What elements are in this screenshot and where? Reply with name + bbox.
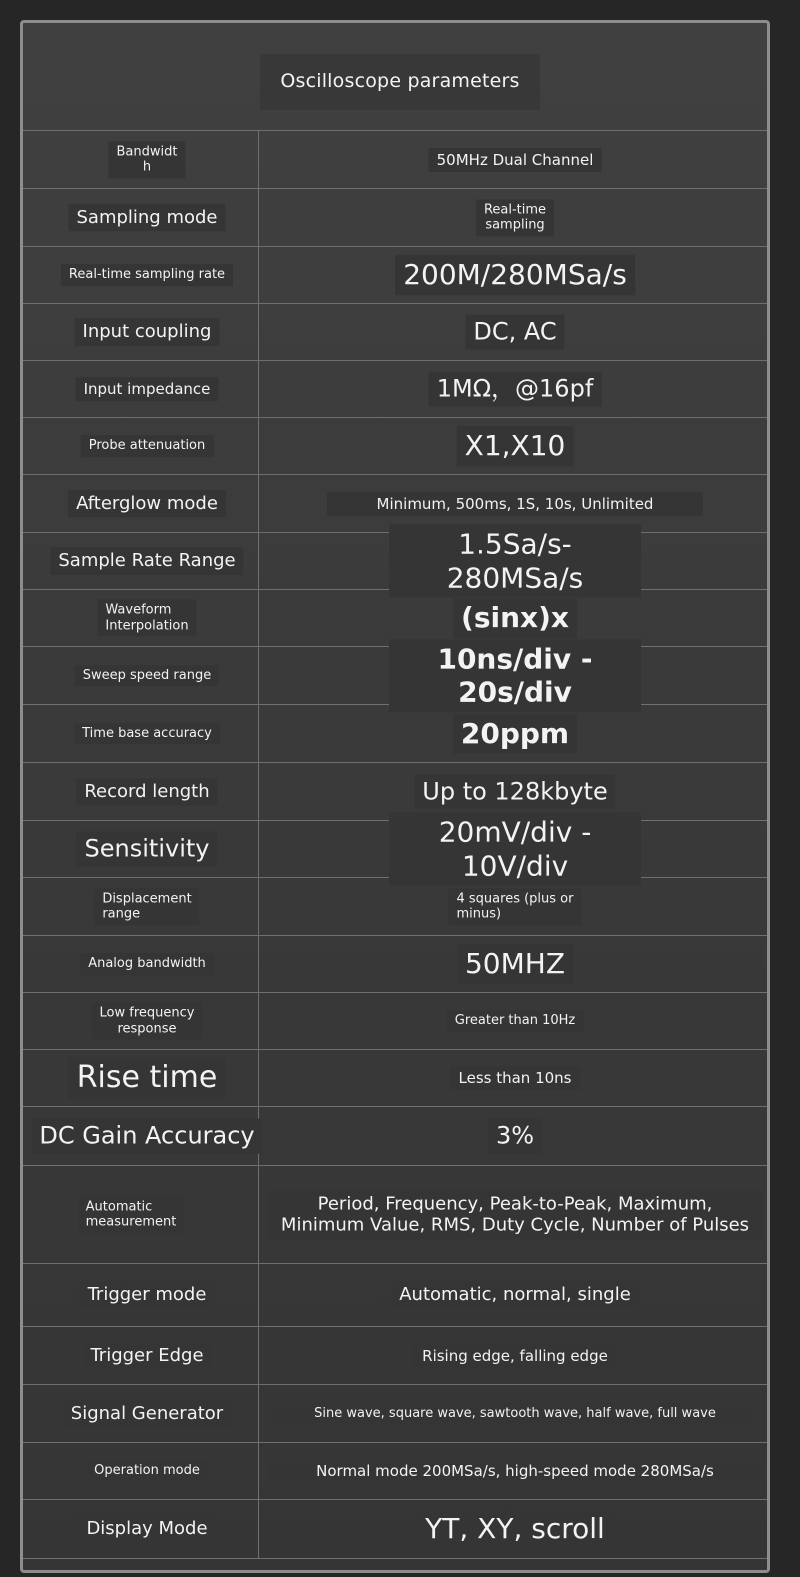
spec-label: Operation mode [86, 1460, 208, 1482]
spec-row [23, 1385, 767, 1443]
spec-row [23, 189, 767, 247]
spec-label: Rise time [69, 1057, 226, 1099]
spec-label: DC Gain Accuracy [31, 1119, 262, 1154]
spec-label: Bandwidt h [109, 141, 186, 178]
spec-row [23, 304, 767, 361]
spec-value: 50MHz Dual Channel [429, 148, 602, 172]
spec-value: 20mV/div - 10V/div [389, 812, 641, 885]
spec-row [23, 993, 767, 1050]
spec-row [23, 1107, 767, 1166]
spec-value: Minimum, 500ms, 1S, 10s, Unlimited [327, 492, 703, 516]
spec-label: Sample Rate Range [50, 547, 243, 575]
spec-value: 1.5Sa/s-280MSa/s [389, 524, 641, 597]
spec-label: Sampling mode [68, 204, 225, 232]
spec-value: Rising edge, falling edge [414, 1344, 616, 1368]
spec-table [23, 130, 767, 1559]
spec-value: YT, XY, scroll [417, 1509, 613, 1549]
spec-label: Afterglow mode [68, 490, 226, 518]
spec-panel [20, 20, 770, 1573]
spec-value: Up to 128kbyte [414, 774, 615, 809]
spec-value: (sinx)x [453, 598, 577, 638]
spec-value: Greater than 10Hz [447, 1010, 584, 1032]
spec-label: Low frequency response [92, 1002, 203, 1039]
spec-value: X1,X10 [457, 426, 574, 466]
spec-label: Record length [76, 778, 217, 806]
spec-row [23, 878, 767, 936]
title-plate [260, 54, 540, 110]
spec-label: Automatic measurement [78, 1196, 185, 1233]
spec-label: Display Mode [78, 1515, 215, 1543]
spec-row [23, 936, 767, 993]
spec-label: Input impedance [76, 377, 219, 401]
spec-value: 20ppm [453, 714, 577, 754]
spec-row [23, 361, 767, 418]
spec-label: Signal Generator [63, 1400, 231, 1428]
spec-row [23, 1327, 767, 1385]
spec-value: 10ns/div - 20s/div [389, 639, 641, 712]
spec-row [23, 247, 767, 304]
spec-value: 4 squares (plus or minus) [449, 888, 582, 925]
spec-label: Sensitivity [77, 832, 218, 867]
spec-row [23, 1500, 767, 1559]
spec-value: Real-time sampling [476, 199, 554, 236]
spec-row [23, 1050, 767, 1107]
spec-label: Analog bandwidth [80, 953, 214, 975]
spec-value: Sine wave, square wave, sawtooth wave, half wave, full wave [272, 1403, 758, 1425]
spec-row [23, 705, 767, 763]
spec-row [23, 527, 767, 594]
spec-row [23, 1264, 767, 1327]
spec-value: Less than 10ns [451, 1066, 580, 1090]
spec-value: 50MHZ [457, 944, 573, 984]
spec-row [23, 1166, 767, 1264]
spec-value: 1MΩ，@16pf [429, 372, 602, 407]
spec-value: Normal mode 200MSa/s, high-speed mode 280MSa/s [267, 1459, 763, 1483]
spec-row [23, 418, 767, 475]
spec-value: Period, Frequency, Peak-to-Peak, Maximum, Minimum Value, RMS, Duty Cycle, Number of Pulses [267, 1190, 763, 1239]
spec-value: 3% [488, 1119, 542, 1154]
spec-row [23, 641, 767, 709]
page-title: Oscilloscope parameters [280, 70, 520, 92]
spec-label: Time base accuracy [74, 723, 220, 745]
spec-row [23, 1443, 767, 1500]
spec-row [23, 131, 767, 189]
spec-row [23, 815, 767, 882]
spec-label: Probe attenuation [81, 435, 214, 457]
spec-label: Input coupling [75, 318, 220, 346]
spec-label: Sweep speed range [75, 665, 219, 687]
spec-value: DC, AC [465, 315, 564, 350]
spec-label: Waveform Interpolation [97, 599, 196, 636]
spec-label: Trigger mode [80, 1281, 215, 1309]
spec-value: 200M/280MSa/s [395, 255, 635, 295]
spec-value: Automatic, normal, single [391, 1281, 639, 1309]
spec-label: Displacement range [94, 888, 199, 925]
spec-label: Real-time sampling rate [61, 264, 233, 286]
spec-label: Trigger Edge [82, 1342, 211, 1370]
